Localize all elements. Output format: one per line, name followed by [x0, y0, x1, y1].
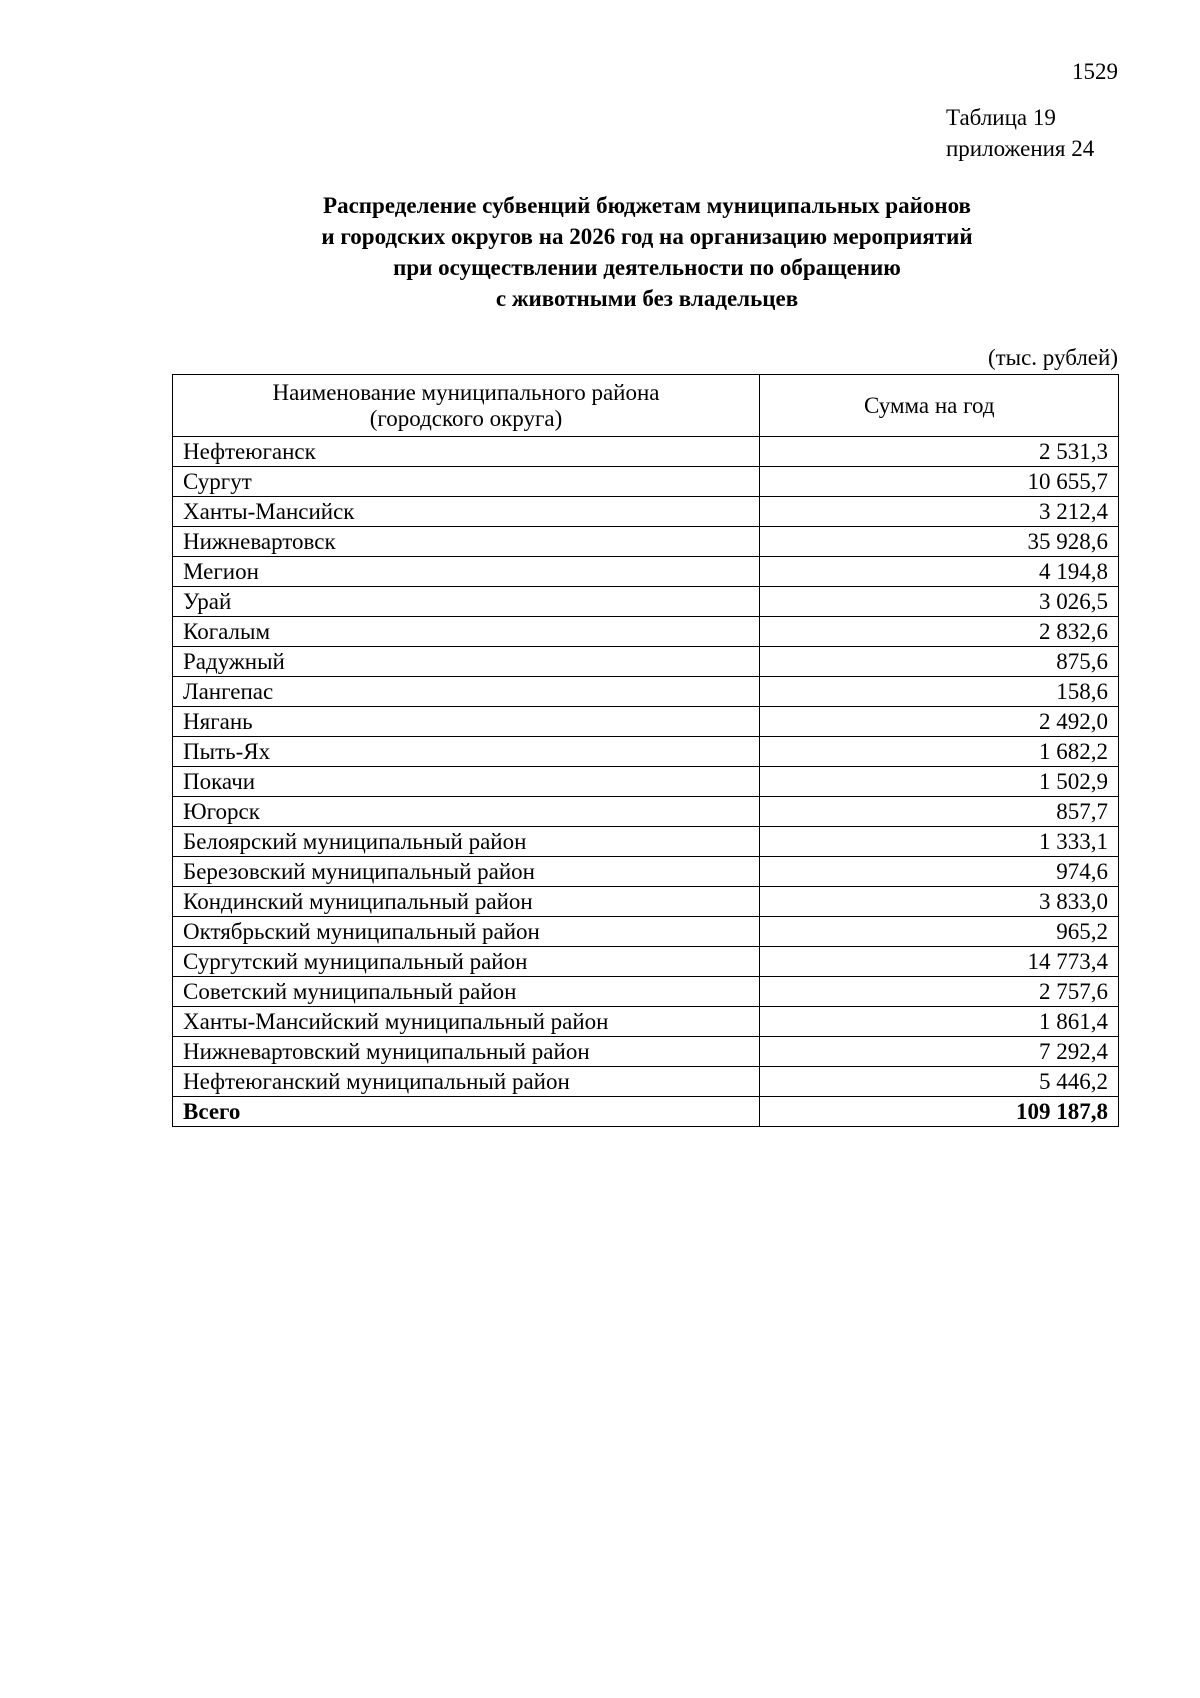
table-row	[173, 797, 1119, 827]
row-name: Октябрьский муниципальный район	[173, 917, 760, 947]
row-name: Ханты-Мансийский муниципальный район	[173, 1007, 760, 1037]
table-row	[173, 617, 1119, 647]
row-name: Сургут	[173, 467, 760, 497]
table-header-row	[173, 375, 1119, 437]
row-amount: 3 212,4	[760, 497, 1119, 527]
table-row	[173, 947, 1119, 977]
row-name: Березовский муниципальный район	[173, 857, 760, 887]
row-name: Радужный	[173, 647, 760, 677]
table-row	[173, 917, 1119, 947]
row-amount: 5 446,2	[760, 1067, 1119, 1097]
total-row	[173, 1097, 1119, 1127]
row-name: Лангепас	[173, 677, 760, 707]
page-number: 1529	[1072, 59, 1118, 84]
column-header-name-line: (городского округа)	[369, 405, 563, 431]
row-name: Кондинский муниципальный район	[173, 887, 760, 917]
row-amount: 1 333,1	[760, 827, 1119, 857]
title-line: Распределение субвенций бюджетам муниципальных районов	[323, 193, 971, 218]
table-row	[173, 497, 1119, 527]
row-amount: 2 492,0	[760, 707, 1119, 737]
table-row	[173, 767, 1119, 797]
row-amount: 4 194,8	[760, 557, 1119, 587]
row-amount: 875,6	[760, 647, 1119, 677]
row-name: Урай	[173, 587, 760, 617]
row-name: Нефтеюганск	[173, 437, 760, 467]
title-line: при осуществлении деятельности по обращению	[393, 255, 901, 280]
table-row	[173, 587, 1119, 617]
row-amount: 1 502,9	[760, 767, 1119, 797]
table-row	[173, 437, 1119, 467]
row-amount: 965,2	[760, 917, 1119, 947]
table-row	[173, 527, 1119, 557]
row-amount: 3 833,0	[760, 887, 1119, 917]
row-amount: 1 861,4	[760, 1007, 1119, 1037]
table-row	[173, 1067, 1119, 1097]
row-name: Когалым	[173, 617, 760, 647]
table-row	[173, 467, 1119, 497]
row-amount: 7 292,4	[760, 1037, 1119, 1067]
document-title	[172, 190, 1122, 314]
row-name: Нижневартовский муниципальный район	[173, 1037, 760, 1067]
table-row	[173, 557, 1119, 587]
row-amount: 2 531,3	[760, 437, 1119, 467]
title-line: с животными без владельцев	[495, 286, 799, 311]
row-name: Покачи	[173, 767, 760, 797]
row-amount: 1 682,2	[760, 737, 1119, 767]
table-row	[173, 977, 1119, 1007]
row-name: Нижневартовск	[173, 527, 760, 557]
table-row	[173, 737, 1119, 767]
row-amount: 974,6	[760, 857, 1119, 887]
row-name: Сургутский муниципальный район	[173, 947, 760, 977]
row-name: Пыть-Ях	[173, 737, 760, 767]
table-row	[173, 857, 1119, 887]
table-row	[173, 647, 1119, 677]
row-amount: 10 655,7	[760, 467, 1119, 497]
row-name: Мегион	[173, 557, 760, 587]
row-amount: 3 026,5	[760, 587, 1119, 617]
row-amount: 35 928,6	[760, 527, 1119, 557]
table-row	[173, 707, 1119, 737]
column-header-amount: Сумма на год	[760, 375, 1119, 437]
column-header-name-line: Наименование муниципального района	[272, 379, 660, 405]
table-row	[173, 1037, 1119, 1067]
row-amount: 2 757,6	[760, 977, 1119, 1007]
row-name: Ханты-Мансийск	[173, 497, 760, 527]
total-label: Всего	[173, 1097, 760, 1127]
row-name: Белоярский муниципальный район	[173, 827, 760, 857]
column-header-name	[173, 375, 760, 437]
subvention-table	[172, 374, 1119, 1127]
row-name: Нягань	[173, 707, 760, 737]
row-name: Нефтеюганский муниципальный район	[173, 1067, 760, 1097]
table-reference-line: Таблица 19	[946, 105, 1056, 130]
units-note: (тыс. рублей)	[987, 345, 1118, 370]
row-amount: 857,7	[760, 797, 1119, 827]
row-amount: 14 773,4	[760, 947, 1119, 977]
row-name: Югорск	[173, 797, 760, 827]
total-amount: 109 187,8	[760, 1097, 1119, 1127]
table-row	[173, 827, 1119, 857]
row-name: Советский муниципальный район	[173, 977, 760, 1007]
row-amount: 2 832,6	[760, 617, 1119, 647]
table-row	[173, 887, 1119, 917]
title-line: и городских округов на 2026 год на организацию мероприятий	[321, 224, 973, 249]
table-body	[173, 437, 1119, 1127]
table-reference	[946, 102, 1094, 164]
row-amount: 158,6	[760, 677, 1119, 707]
table-row	[173, 677, 1119, 707]
table-reference-line: приложения 24	[946, 136, 1095, 161]
table-row	[173, 1007, 1119, 1037]
